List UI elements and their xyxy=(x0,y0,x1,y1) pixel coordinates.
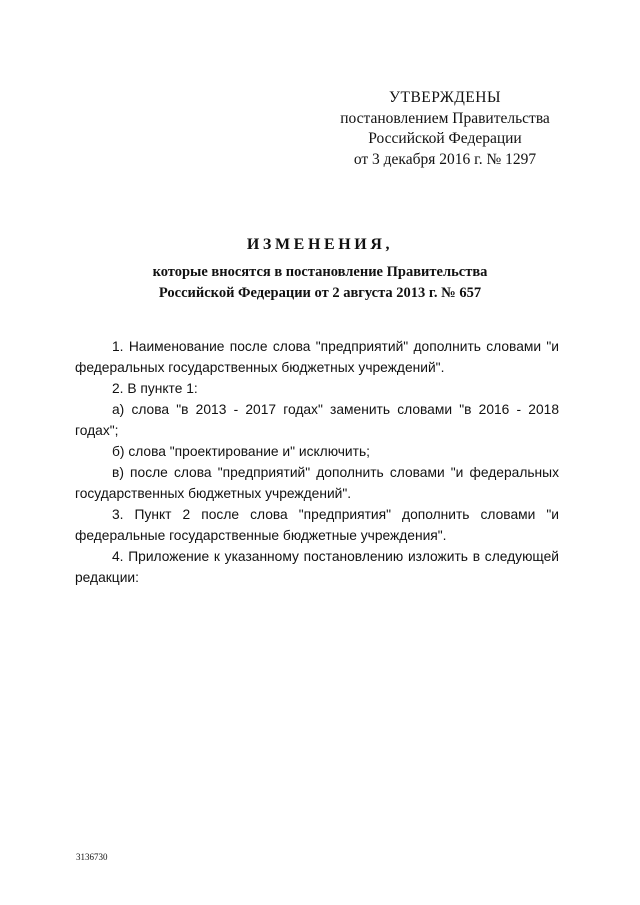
footer-document-code: 3136730 xyxy=(76,852,108,862)
paragraph-2: 2. В пункте 1: xyxy=(112,381,198,396)
paragraph-2c: в) после слова "предприятий" дополнить словами "и федеральных государственных бюджетных учреждений". xyxy=(75,465,559,501)
document-title: ИЗМЕНЕНИЯ, xyxy=(246,236,394,253)
document-subtitle xyxy=(120,262,520,303)
document-body xyxy=(75,336,559,588)
paragraph-2b: б) слова "проектирование и" исключить; xyxy=(112,444,370,459)
paragraph-3: 3. Пункт 2 после слова "предприятия" дополнить словами "и федеральные государственные бюджетные учреждения". xyxy=(75,507,559,543)
subtitle-line-1: которые вносятся в постановление Правительства xyxy=(152,264,488,280)
approval-heading: УТВЕРЖДЕНЫ xyxy=(389,89,501,106)
approval-line-3: от 3 декабря 2016 г. № 1297 xyxy=(353,150,537,168)
paragraph-2a: а) слова "в 2013 - 2017 годах" заменить словами "в 2016 - 2018 годах"; xyxy=(75,402,559,438)
approval-block xyxy=(330,88,560,170)
paragraph-1: 1. Наименование после слова "предприятий" дополнить словами "и федеральных государственных бюджетных учреждений". xyxy=(75,339,559,375)
approval-line-2: Российской Федерации xyxy=(368,130,522,147)
subtitle-line-2: Российской Федерации от 2 августа 2013 г. № 657 xyxy=(158,284,482,301)
approval-line-1: постановлением Правительства xyxy=(340,109,550,127)
paragraph-4: 4. Приложение к указанному постановлению изложить в следующей редакции: xyxy=(75,549,559,585)
